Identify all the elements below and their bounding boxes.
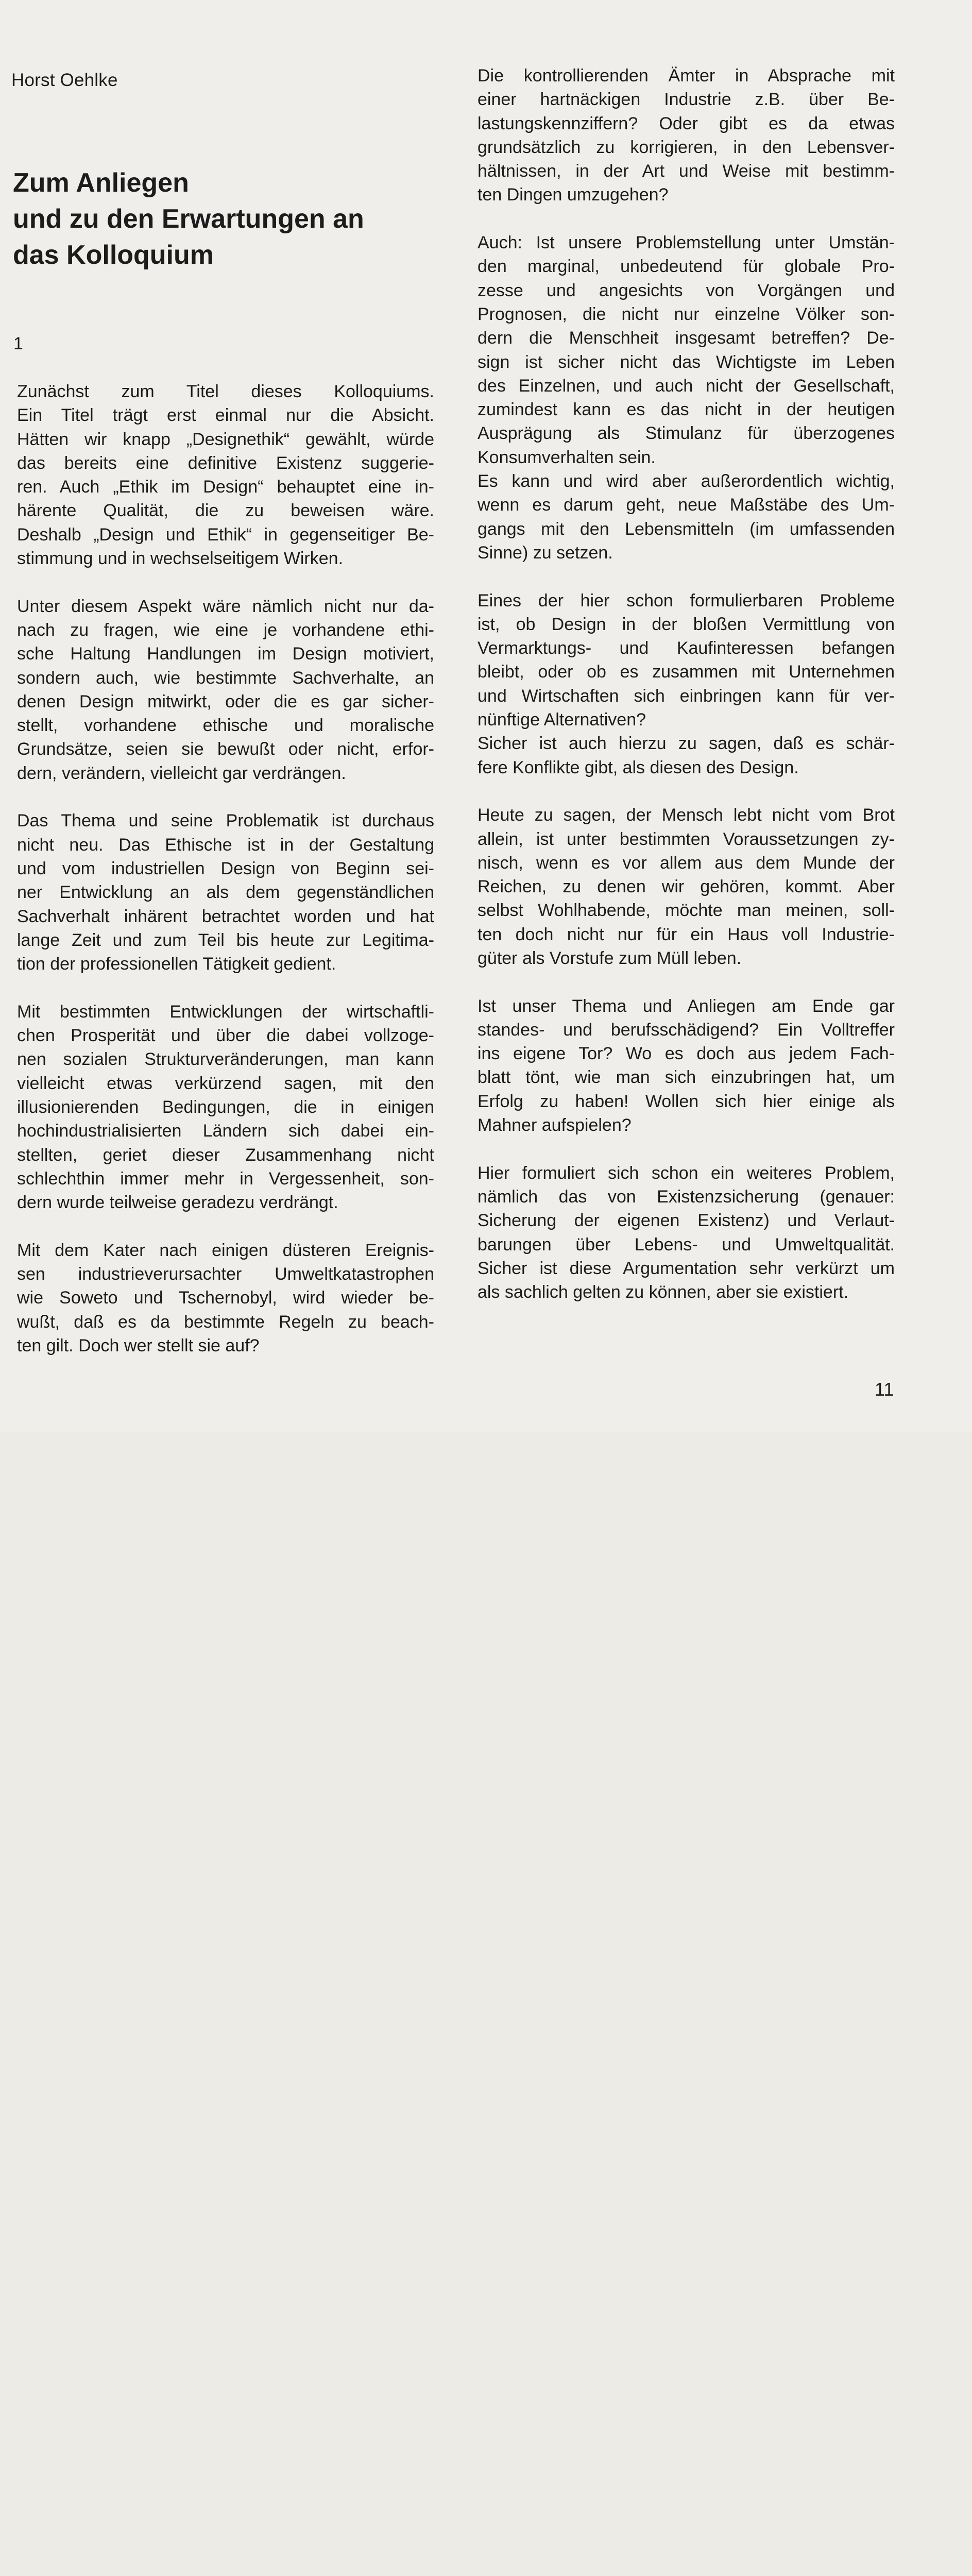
text-line: Das Thema und seine Problematik ist durchaus — [17, 811, 434, 831]
right-paragraph — [478, 1161, 895, 1304]
text-line: Konsumverhalten sein. — [478, 447, 656, 467]
text-line: illusionierenden Bedingungen, die in einigen — [17, 1097, 434, 1117]
text-line: vielleicht etwas verkürzend sagen, mit den — [17, 1073, 434, 1093]
right-paragraph — [478, 589, 895, 732]
text-line: ins eigene Tor? Wo es doch aus jedem Fach- — [478, 1044, 895, 1064]
right-paragraph — [478, 469, 895, 565]
text-line: stimmung und in wechselseitigem Wirken. — [17, 549, 344, 569]
text-line: zesse und angesichts von Vorgängen und — [478, 280, 895, 300]
text-line: härente Qualität, die zu beweisen wäre. — [17, 501, 434, 521]
text-line: Heute zu sagen, der Mensch lebt nicht vom Brot — [478, 805, 895, 825]
text-line: nünftige Alternativen? — [478, 710, 646, 730]
text-line: ten doch nicht nur für ein Haus voll Industrie- — [478, 924, 895, 944]
text-line: Sicher ist auch hierzu zu sagen, daß es schär- — [478, 734, 895, 754]
text-line: nämlich das von Existenzsicherung (genauer: — [478, 1187, 895, 1207]
text-line: ten gilt. Doch wer stellt sie auf? — [17, 1335, 260, 1355]
text-line: einer hartnäckigen Industrie z.B. über Be- — [478, 90, 895, 110]
text-line: das bereits eine definitive Existenz suggerie- — [17, 453, 434, 473]
text-line: Mahner aufspielen? — [478, 1115, 632, 1136]
page-number: 11 — [875, 1379, 894, 1400]
text-line: güter als Vorstufe zum Müll leben. — [478, 948, 742, 968]
text-line: ren. Auch „Ethik im Design“ behauptet eine in- — [17, 477, 434, 497]
text-line: dern, verändern, vielleicht gar verdrängen. — [17, 763, 346, 783]
text-line: Die kontrollierenden Ämter in Absprache mit — [478, 66, 895, 86]
right-paragraph — [478, 994, 895, 1138]
text-line: ist, ob Design in der bloßen Vermittlung von — [478, 614, 895, 634]
author-name: Horst Oehlke — [11, 70, 118, 90]
text-line: nisch, wenn es vor allem aus dem Munde der — [478, 853, 895, 873]
text-line: chen Prosperität und über die dabei vollzoge- — [17, 1026, 434, 1046]
right-text-column — [478, 64, 895, 1328]
text-line: Mit dem Kater nach einigen düsteren Ereignis- — [17, 1240, 434, 1260]
text-line: und vom industriellen Design von Beginn sei- — [17, 858, 434, 878]
text-line: stellt, vorhandene ethische und moralische — [17, 716, 434, 736]
text-line: Sicher ist diese Argumentation sehr verkürzt um — [478, 1258, 895, 1278]
text-line: gangs mit den Lebensmitteln (im umfassenden — [478, 519, 895, 539]
title-line: und zu den Erwartungen an — [13, 204, 364, 234]
text-line: dern wurde teilweise geradezu verdrängt. — [17, 1193, 338, 1213]
text-line: Prognosen, die nicht nur einzelne Völker son- — [478, 304, 895, 324]
title-line: Zum Anliegen — [13, 168, 189, 198]
left-paragraph — [17, 809, 434, 976]
text-line: Eines der hier schon formulierbaren Probleme — [478, 590, 895, 611]
text-line: lastungskennziffern? Oder gibt es da etwas — [478, 113, 895, 133]
text-line: und Wirtschaften sich einbringen kann für ver- — [478, 686, 895, 706]
text-line: selbst Wohlhabende, möchte man meinen, soll- — [478, 901, 895, 921]
text-line: Sinne) zu setzen. — [478, 543, 613, 563]
text-line: hältnissen, in der Art und Weise mit bestimm- — [478, 161, 895, 181]
right-paragraph — [478, 64, 895, 207]
text-line: Sachverhalt inhärent betrachtet worden und hat — [17, 906, 434, 926]
text-line: als sachlich gelten zu können, aber sie existiert. — [478, 1282, 849, 1302]
text-line: fere Konflikte gibt, als diesen des Design. — [478, 757, 799, 777]
text-line: denen Design mitwirkt, oder die es gar sicher- — [17, 691, 434, 711]
text-line: zumindest kann es das nicht in der heutigen — [478, 400, 895, 420]
text-line: Ausprägung als Stimulanz für überzogenes — [478, 423, 895, 444]
text-line: sche Haltung Handlungen im Design motiviert, — [17, 644, 434, 664]
text-line: nach zu fragen, wie eine je vorhandene ethi- — [17, 620, 434, 640]
text-line: allein, ist unter bestimmten Voraussetzungen zy- — [478, 829, 895, 849]
footer-bar — [0, 1432, 972, 1504]
text-line: standes- und berufsschädigend? Ein Volltreffer — [478, 1020, 895, 1040]
left-paragraph — [17, 1000, 434, 1215]
text-line: ten Dingen umzugehen? — [478, 185, 669, 205]
text-line: sondern auch, wie bestimmte Sachverhalte, an — [17, 668, 434, 688]
left-paragraph — [17, 380, 434, 570]
text-line: wie Soweto und Tschernobyl, wird wieder be- — [17, 1288, 434, 1308]
right-paragraph — [478, 803, 895, 970]
text-line: barungen über Lebens- und Umweltqualität. — [478, 1234, 895, 1255]
left-paragraph — [17, 1239, 434, 1358]
text-line: Zunächst zum Titel dieses Kolloquiums. — [17, 382, 434, 401]
article-title — [13, 165, 364, 273]
text-line: Auch: Ist unsere Problemstellung unter Umstän- — [478, 233, 895, 253]
text-line: Unter diesem Aspekt wäre nämlich nicht nur da- — [17, 596, 434, 616]
text-line: Ein Titel trägt erst einmal nur die Absicht. — [17, 405, 434, 426]
text-line: des Einzelnen, und auch nicht der Gesellschaft, — [478, 376, 895, 396]
section-number: 1 — [13, 334, 23, 353]
text-line: ner Entwicklung an als dem gegenständlichen — [17, 883, 434, 903]
text-line: sen industrieverursachter Umweltkatastrophen — [17, 1264, 434, 1284]
text-line: lange Zeit und zum Teil bis heute zur Legitima- — [17, 930, 434, 950]
text-line: Grundsätze, seien sie bewußt oder nicht, erfor- — [17, 739, 434, 759]
text-line: dern die Menschheit insgesamt betreffen? De- — [478, 328, 895, 348]
title-line: das Kolloquium — [13, 240, 214, 270]
text-line: den marginal, unbedeutend für globale Pro- — [478, 257, 895, 277]
left-text-column — [17, 380, 434, 1381]
right-paragraph — [478, 732, 895, 779]
text-line: bleibt, oder ob es zusammen mit Unternehmen — [478, 662, 895, 682]
text-line: Hätten wir knapp „Designethik“ gewählt, würde — [17, 429, 434, 449]
text-line: nicht neu. Das Ethische ist in der Gestaltung — [17, 835, 434, 855]
text-line: Es kann und wird aber außerordentlich wichtig, — [478, 471, 895, 492]
text-line: sign ist sicher nicht das Wichtigste im Leben — [478, 352, 895, 372]
text-line: Reichen, zu denen wir gehören, kommt. Aber — [478, 877, 895, 897]
right-paragraph — [478, 231, 895, 469]
text-line: grundsätzlich zu korrigieren, in den Lebensver- — [478, 137, 895, 157]
text-line: Hier formuliert sich schon ein weiteres Problem, — [478, 1163, 895, 1183]
text-line: blatt tönt, wie man sich einzubringen hat, um — [478, 1067, 895, 1088]
text-line: schlechthin immer mehr in Vergessenheit, son- — [17, 1168, 434, 1189]
text-line: Ist unser Thema und Anliegen am Ende gar — [478, 996, 895, 1016]
text-line: nen sozialen Strukturveränderungen, man kann — [17, 1049, 434, 1070]
text-line: hochindustrialisierten Ländern sich dabei ein- — [17, 1121, 434, 1141]
text-line: stellten, geriet dieser Zusammenhang nicht — [17, 1145, 434, 1165]
text-line: Mit bestimmten Entwicklungen der wirtschaftli- — [17, 1002, 434, 1022]
text-line: Deshalb „Design und Ethik“ in gegenseitiger Be- — [17, 524, 434, 545]
text-line: Erfolg zu haben! Wollen sich hier einige als — [478, 1091, 895, 1111]
left-paragraph — [17, 595, 434, 785]
text-line: tion der professionellen Tätigkeit gedient. — [17, 954, 336, 974]
text-line: Sicherung der eigenen Existenz) und Verlaut- — [478, 1211, 895, 1231]
text-line: wenn es darum geht, neue Maßstäbe des Um- — [478, 495, 895, 515]
text-line: wußt, daß es da bestimmte Regeln zu beach- — [17, 1312, 434, 1332]
text-line: Vermarktungs- und Kaufinteressen befangen — [478, 638, 895, 658]
